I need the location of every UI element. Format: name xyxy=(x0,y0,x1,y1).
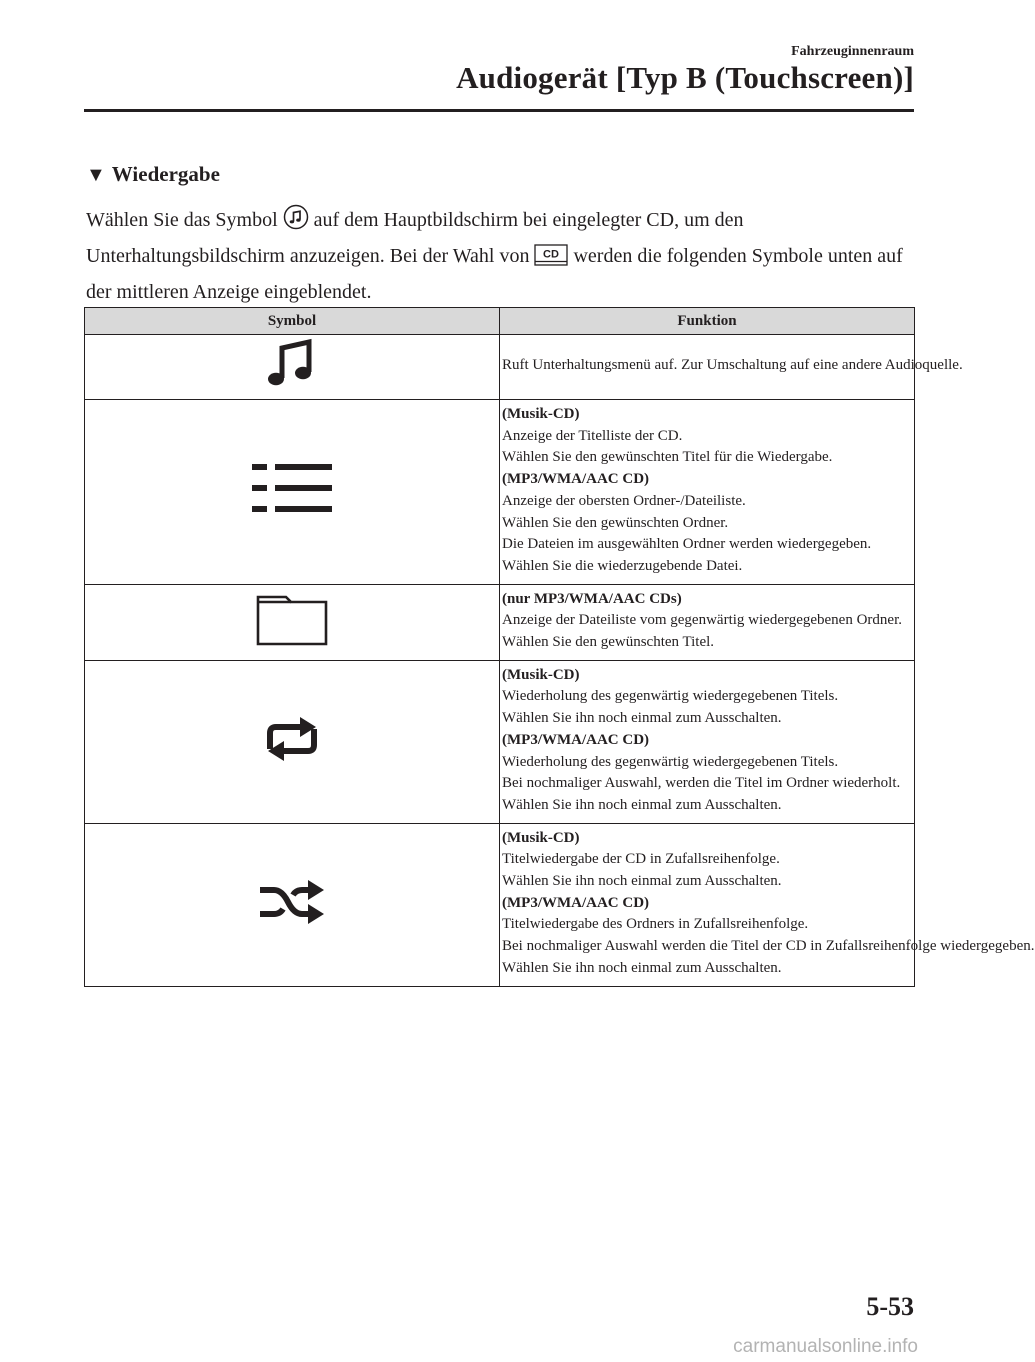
table-row xyxy=(85,660,915,823)
column-header-symbol: Symbol xyxy=(85,308,500,335)
function-text: Bei nochmaliger Auswahl, werden die Titel im Ordner wiederholt. xyxy=(502,775,901,792)
symbol-cell xyxy=(85,400,500,585)
function-text: Anzeige der Titelliste der CD. xyxy=(502,427,683,444)
header-section-label: Fahrzeuginnenraum xyxy=(791,44,914,59)
table-header-row xyxy=(85,308,915,335)
function-subheading: (MP3/WMA/AAC CD) xyxy=(502,894,650,911)
intro-text-1: Wählen Sie das Symbol xyxy=(86,209,283,231)
function-text: Wählen Sie ihn noch einmal zum Ausschalten. xyxy=(502,710,782,727)
function-cell xyxy=(500,335,963,400)
function-text: Wiederholung des gegenwärtig wiedergegebenen Titels. xyxy=(502,753,839,770)
table-row xyxy=(85,823,915,986)
function-text: Wählen Sie die wiederzugebende Datei. xyxy=(502,557,743,574)
folder-icon xyxy=(256,633,328,650)
function-subheading: (nur MP3/WMA/AAC CDs) xyxy=(502,590,682,607)
symbol-cell xyxy=(85,823,500,986)
function-subheading: (Musik-CD) xyxy=(502,406,580,422)
repeat-icon xyxy=(260,750,324,767)
section-heading xyxy=(86,162,220,187)
section-heading-text: Wiedergabe xyxy=(111,162,220,186)
watermark-text: carmanualsonline.info xyxy=(733,1336,918,1357)
symbol-function-table xyxy=(84,307,1035,987)
cd-icon-label: CD xyxy=(543,248,560,261)
symbol-cell xyxy=(85,660,500,823)
shuffle-icon xyxy=(258,913,326,930)
function-subheading: (Musik-CD) xyxy=(502,666,580,683)
function-text: Wiederholung des gegenwärtig wiedergegebenen Titels. xyxy=(502,688,839,705)
function-text: Wählen Sie ihn noch einmal zum Ausschalten. xyxy=(502,873,782,890)
function-text: Wählen Sie ihn noch einmal zum Ausschalten. xyxy=(502,959,782,976)
function-text: Anzeige der obersten Ordner-/Dateiliste. xyxy=(502,492,746,509)
header-rule xyxy=(84,109,914,112)
triangle-marker: ▼ xyxy=(86,164,106,186)
function-subheading: (Musik-CD) xyxy=(502,829,580,846)
function-subheading: (MP3/WMA/AAC CD) xyxy=(502,471,650,488)
intro-paragraph xyxy=(86,204,916,308)
table-row xyxy=(85,335,915,400)
music-note-icon xyxy=(283,204,309,240)
function-text: Die Dateien im ausgewählten Ordner werden wiedergegeben. xyxy=(502,536,872,553)
header-title: Audiogerät [Typ B (Touchscreen)] xyxy=(456,60,914,95)
function-text: Wählen Sie den gewünschten Titel. xyxy=(502,634,715,651)
function-cell xyxy=(500,584,915,660)
list-icon xyxy=(252,501,332,518)
function-text: Wählen Sie ihn noch einmal zum Ausschalten. xyxy=(502,796,782,813)
function-text: Bei nochmaliger Auswahl werden die Titel der CD in Zufallsreihenfolge wiedergegeben. xyxy=(502,938,1035,955)
function-text: Titelwiedergabe der CD in Zufallsreihenfolge. xyxy=(502,851,780,868)
function-cell xyxy=(500,823,1035,986)
table-row xyxy=(85,400,915,585)
page-number: 5-53 xyxy=(866,1292,914,1321)
column-header-function: Funktion xyxy=(500,308,915,335)
symbol-cell xyxy=(85,335,500,400)
function-text: Titelwiedergabe des Ordners in Zufallsreihenfolge. xyxy=(502,916,809,933)
symbol-cell xyxy=(85,584,500,660)
function-cell xyxy=(500,400,915,585)
cd-icon xyxy=(534,244,568,276)
intro-text-2: auf dem Hauptbildschirm bei eingelegter CD, um den Unterhaltungsbildschirm anzuzeigen. Bei der Wahl von xyxy=(86,209,744,267)
music-note-icon xyxy=(266,380,318,397)
function-text: Wählen Sie den gewünschten Titel für die Wiedergabe. xyxy=(502,449,833,466)
intro-text-3: werden die folgenden Symbole unten auf der mittleren Anzeige eingeblendet. xyxy=(86,245,903,303)
function-text: Anzeige der Dateiliste vom gegenwärtig wiedergegebenen Ordner. xyxy=(502,612,902,629)
function-text: Ruft Unterhaltungsmenü auf. Zur Umschaltung auf eine andere Audioquelle. xyxy=(502,357,963,374)
table-row xyxy=(85,584,915,660)
function-text: Wählen Sie den gewünschten Ordner. xyxy=(502,514,729,531)
function-cell xyxy=(500,660,915,823)
function-subheading: (MP3/WMA/AAC CD) xyxy=(502,731,650,748)
